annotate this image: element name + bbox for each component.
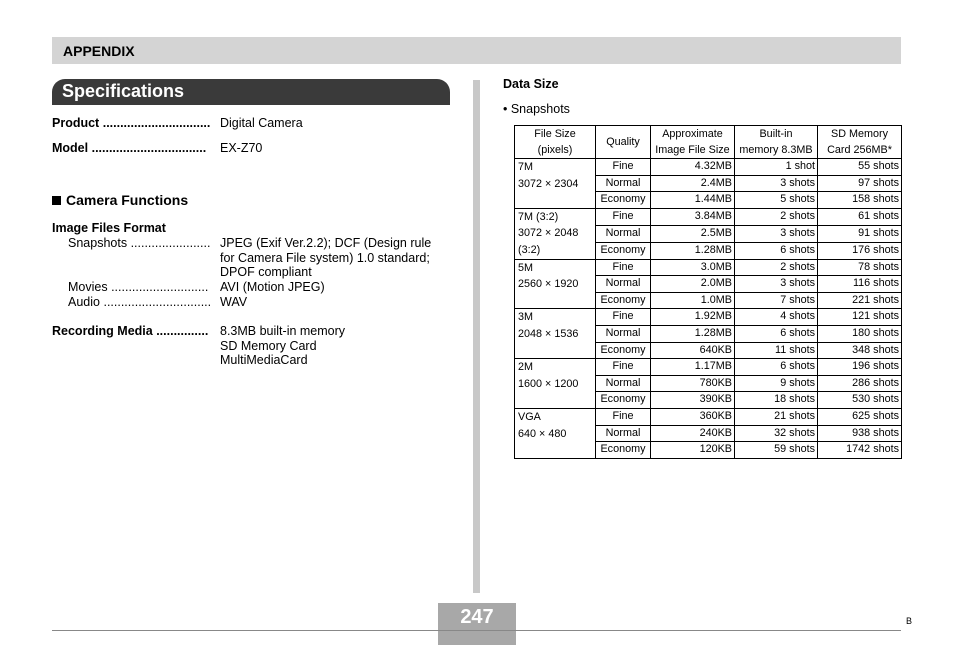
sd-shots-cell: 116 shots — [818, 276, 902, 293]
file-size-cell: 1.0MB — [651, 292, 735, 309]
spec-recording-media-label: Recording Media ............... — [52, 324, 209, 338]
quality-cell: Normal — [596, 375, 651, 392]
table-row — [515, 208, 902, 225]
resolution-cell: 5M 2560 × 1920 — [515, 259, 596, 309]
sd-shots-cell: 530 shots — [818, 392, 902, 409]
file-size-cell: 2.0MB — [651, 276, 735, 293]
column-divider — [473, 80, 480, 593]
header-builtin-memory: Built-in memory 8.3MB — [735, 126, 818, 159]
snapshots-subheading: • Snapshots — [503, 102, 570, 116]
builtin-shots-cell: 2 shots — [735, 208, 818, 225]
builtin-shots-cell: 5 shots — [735, 192, 818, 209]
file-size-cell: 2.4MB — [651, 175, 735, 192]
spec-movies-label: Movies ............................ — [68, 280, 209, 294]
sd-shots-cell: 121 shots — [818, 309, 902, 326]
spec-audio-label: Audio ............................... — [68, 295, 212, 309]
page-title: Specifications — [62, 81, 185, 101]
table-row — [515, 259, 902, 276]
builtin-shots-cell: 6 shots — [735, 242, 818, 259]
page-number-box — [438, 603, 516, 645]
header-approx-size: Approximate Image File Size — [651, 126, 735, 159]
table-row — [515, 359, 902, 376]
sd-shots-cell: 1742 shots — [818, 442, 902, 459]
spec-model-value: EX-Z70 — [220, 141, 263, 155]
footer-mark: B — [906, 616, 913, 626]
section-header-bar — [52, 37, 901, 64]
sd-shots-cell: 176 shots — [818, 242, 902, 259]
table-row — [515, 159, 902, 176]
sd-shots-cell: 97 shots — [818, 175, 902, 192]
camera-functions-heading: Camera Functions — [52, 192, 188, 208]
spec-recording-media-value: 8.3MB built-in memory SD Memory Card MultiMediaCard — [220, 324, 346, 367]
builtin-shots-cell: 2 shots — [735, 259, 818, 276]
builtin-shots-cell: 6 shots — [735, 325, 818, 342]
quality-cell: Economy — [596, 392, 651, 409]
sd-shots-cell: 78 shots — [818, 259, 902, 276]
data-size-table — [514, 125, 902, 459]
file-size-cell: 360KB — [651, 408, 735, 425]
header-quality: Quality — [596, 126, 651, 159]
section-label: APPENDIX — [63, 43, 135, 59]
spec-product-value: Digital Camera — [220, 116, 303, 130]
spec-snapshots-label: Snapshots ....................... — [68, 236, 211, 250]
file-size-cell: 1.28MB — [651, 242, 735, 259]
sd-shots-cell: 938 shots — [818, 425, 902, 442]
file-size-cell: 390KB — [651, 392, 735, 409]
table-header-row — [515, 126, 902, 159]
header-file-size: File Size (pixels) — [515, 126, 596, 159]
builtin-shots-cell: 59 shots — [735, 442, 818, 459]
quality-cell: Normal — [596, 276, 651, 293]
builtin-shots-cell: 4 shots — [735, 309, 818, 326]
builtin-shots-cell: 6 shots — [735, 359, 818, 376]
square-bullet-icon — [52, 196, 61, 205]
sd-shots-cell: 61 shots — [818, 208, 902, 225]
file-size-cell: 1.44MB — [651, 192, 735, 209]
quality-cell: Economy — [596, 442, 651, 459]
quality-cell: Fine — [596, 259, 651, 276]
file-size-cell: 1.28MB — [651, 325, 735, 342]
sd-shots-cell: 91 shots — [818, 225, 902, 242]
sd-shots-cell: 196 shots — [818, 359, 902, 376]
spec-movies-value: AVI (Motion JPEG) — [220, 280, 325, 294]
table-row — [515, 309, 902, 326]
sd-shots-cell: 625 shots — [818, 408, 902, 425]
sd-shots-cell: 348 shots — [818, 342, 902, 359]
quality-cell: Fine — [596, 208, 651, 225]
table-row — [515, 408, 902, 425]
file-size-cell: 3.0MB — [651, 259, 735, 276]
sd-shots-cell: 55 shots — [818, 159, 902, 176]
sd-shots-cell: 221 shots — [818, 292, 902, 309]
builtin-shots-cell: 21 shots — [735, 408, 818, 425]
resolution-cell: VGA 640 × 480 — [515, 408, 596, 458]
file-size-cell: 2.5MB — [651, 225, 735, 242]
spec-audio-value: WAV — [220, 295, 248, 309]
builtin-shots-cell: 7 shots — [735, 292, 818, 309]
footer-rule — [52, 630, 901, 631]
file-size-cell: 3.84MB — [651, 208, 735, 225]
file-size-cell: 640KB — [651, 342, 735, 359]
file-size-cell: 120KB — [651, 442, 735, 459]
builtin-shots-cell: 1 shot — [735, 159, 818, 176]
sd-shots-cell: 180 shots — [818, 325, 902, 342]
sd-shots-cell: 286 shots — [818, 375, 902, 392]
file-size-cell: 1.92MB — [651, 309, 735, 326]
data-size-heading: Data Size — [503, 77, 559, 91]
spec-snapshots-value: JPEG (Exif Ver.2.2); DCF (Design rule for Camera File system) 1.0 standard; DPOF compliant — [220, 236, 432, 279]
quality-cell: Economy — [596, 192, 651, 209]
resolution-cell: 7M 3072 × 2304 — [515, 159, 596, 209]
builtin-shots-cell: 11 shots — [735, 342, 818, 359]
resolution-cell: 2M 1600 × 1200 — [515, 359, 596, 409]
spec-model-label: Model ................................. — [52, 141, 207, 155]
builtin-shots-cell: 3 shots — [735, 225, 818, 242]
file-size-cell: 240KB — [651, 425, 735, 442]
header-sd-card: SD Memory Card 256MB* — [818, 126, 902, 159]
quality-cell: Fine — [596, 309, 651, 326]
spec-product-label: Product ............................... — [52, 116, 211, 130]
file-size-cell: 4.32MB — [651, 159, 735, 176]
builtin-shots-cell: 32 shots — [735, 425, 818, 442]
quality-cell: Economy — [596, 342, 651, 359]
resolution-cell: 3M 2048 × 1536 — [515, 309, 596, 359]
quality-cell: Fine — [596, 359, 651, 376]
quality-cell: Normal — [596, 325, 651, 342]
builtin-shots-cell: 3 shots — [735, 276, 818, 293]
builtin-shots-cell: 9 shots — [735, 375, 818, 392]
page-title-bar — [52, 79, 450, 105]
quality-cell: Fine — [596, 408, 651, 425]
quality-cell: Economy — [596, 292, 651, 309]
resolution-cell: 7M (3:2) 3072 × 2048 (3:2) — [515, 208, 596, 259]
quality-cell: Normal — [596, 425, 651, 442]
page-number: 247 — [460, 606, 494, 628]
quality-cell: Normal — [596, 175, 651, 192]
builtin-shots-cell: 3 shots — [735, 175, 818, 192]
sd-shots-cell: 158 shots — [818, 192, 902, 209]
quality-cell: Fine — [596, 159, 651, 176]
file-size-cell: 1.17MB — [651, 359, 735, 376]
builtin-shots-cell: 18 shots — [735, 392, 818, 409]
quality-cell: Normal — [596, 225, 651, 242]
quality-cell: Economy — [596, 242, 651, 259]
file-size-cell: 780KB — [651, 375, 735, 392]
image-files-format-heading: Image Files Format — [52, 221, 166, 235]
